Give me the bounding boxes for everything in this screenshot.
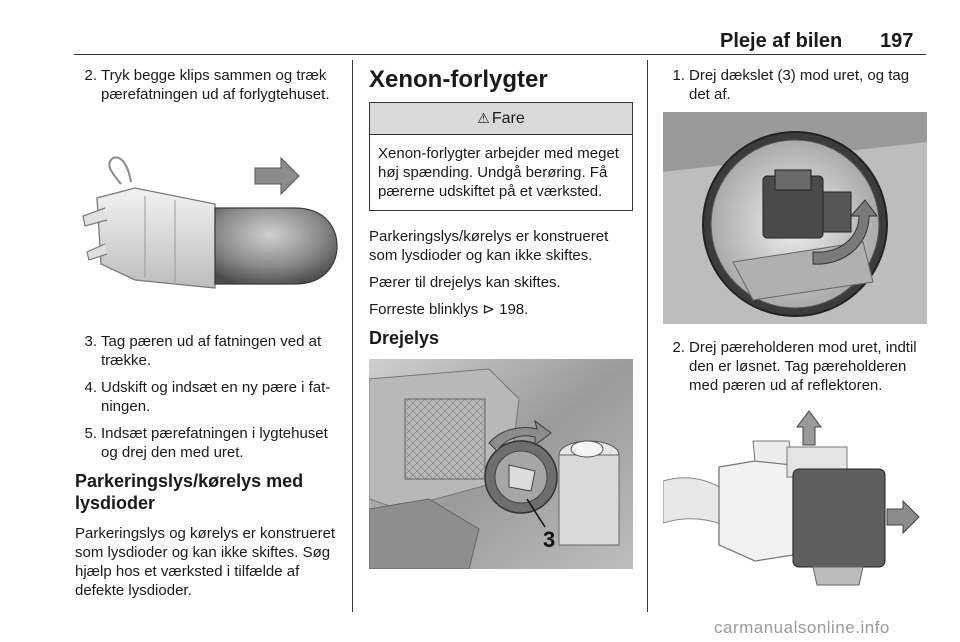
- callout-3: 3: [543, 527, 556, 552]
- column-divider-2: [647, 60, 648, 612]
- page-number: 197: [880, 30, 914, 52]
- step-text: Drej dækslet (3) mod uret, og tag det af.: [689, 67, 910, 103]
- header-rule: [74, 54, 926, 55]
- step-number: 3.: [84, 333, 97, 350]
- bulb-socket-illustration: [75, 112, 343, 318]
- step-5: [75, 424, 343, 462]
- paragraph-2: Pærer til drejelys kan skiftes.: [369, 274, 561, 291]
- reference-page-link[interactable]: 198.: [499, 301, 529, 318]
- step-3: [75, 332, 343, 370]
- warning-icon: ⚠: [477, 110, 490, 126]
- step-number: 2.: [672, 339, 685, 356]
- column-3: [663, 66, 927, 609]
- warning-box: [369, 102, 633, 211]
- section-heading-led: Parkeringslys/kørelys med lysdioder: [75, 471, 304, 513]
- headlamp-cover-illustration: [663, 112, 927, 324]
- step-text: Indsæt pærefatningen i lygtehuset og drej den med uret.: [101, 425, 328, 461]
- headlamp-cover-drawing: [663, 112, 927, 324]
- warning-text: Xenon-forlygter arbejder med meget høj spænding. Undgå berøring. Få pærerne udskiftet på et værksted.: [378, 145, 619, 200]
- subheading-cornering-light: Drejelys: [369, 328, 440, 348]
- step-number: 2.: [84, 67, 97, 84]
- paragraph-led: Parkeringslys og kørelys er konstrueret som lysdioder og kan ikke skiftes. Søg hjælp hos et værksted i tilfælde af defekte lysdioder.: [75, 525, 336, 599]
- warning-title: Fare: [491, 110, 525, 127]
- bulb-holder-drawing: [663, 405, 927, 595]
- cross-reference: [369, 300, 633, 319]
- step-text: Tag pæren ud af fatningen ved at trække.: [101, 333, 322, 369]
- step-2: [75, 66, 343, 104]
- column-divider-1: [352, 60, 353, 612]
- step-text: Udskift og indsæt en ny pære i fatningen.: [101, 379, 331, 415]
- warning-header: [370, 103, 632, 135]
- step-number: 1.: [672, 67, 685, 84]
- reference-arrow-icon: ⊳: [482, 301, 495, 318]
- step-1: [663, 66, 927, 104]
- reference-text: Forreste blinklys: [369, 301, 479, 318]
- step-2: [663, 338, 927, 395]
- step-number: 5.: [84, 425, 97, 442]
- engine-bay-illustration: [369, 359, 633, 569]
- column-1: [75, 66, 343, 608]
- watermark: carmanualsonline.info: [714, 618, 890, 637]
- step-text: Tryk begge klips sammen og træk pærefatningen ud af forlygtehuset.: [101, 67, 330, 103]
- bulb-socket-drawing: [75, 112, 343, 318]
- step-4: [75, 378, 343, 416]
- page-header-title: Pleje af bilen: [720, 30, 843, 52]
- column-2: [369, 66, 633, 583]
- section-heading-xenon: Xenon-forlygter: [369, 66, 548, 93]
- step-text: Drej pæreholderen mod uret, indtil den er løsnet. Tag pæreholderen med pæren ud af reflektoren.: [689, 339, 917, 394]
- paragraph-1: Parkeringslys/kørelys er konstrueret som lysdioder og kan ikke skiftes.: [369, 228, 609, 264]
- engine-bay-drawing: [369, 359, 633, 569]
- bulb-holder-illustration: [663, 405, 927, 595]
- step-number: 4.: [84, 379, 97, 396]
